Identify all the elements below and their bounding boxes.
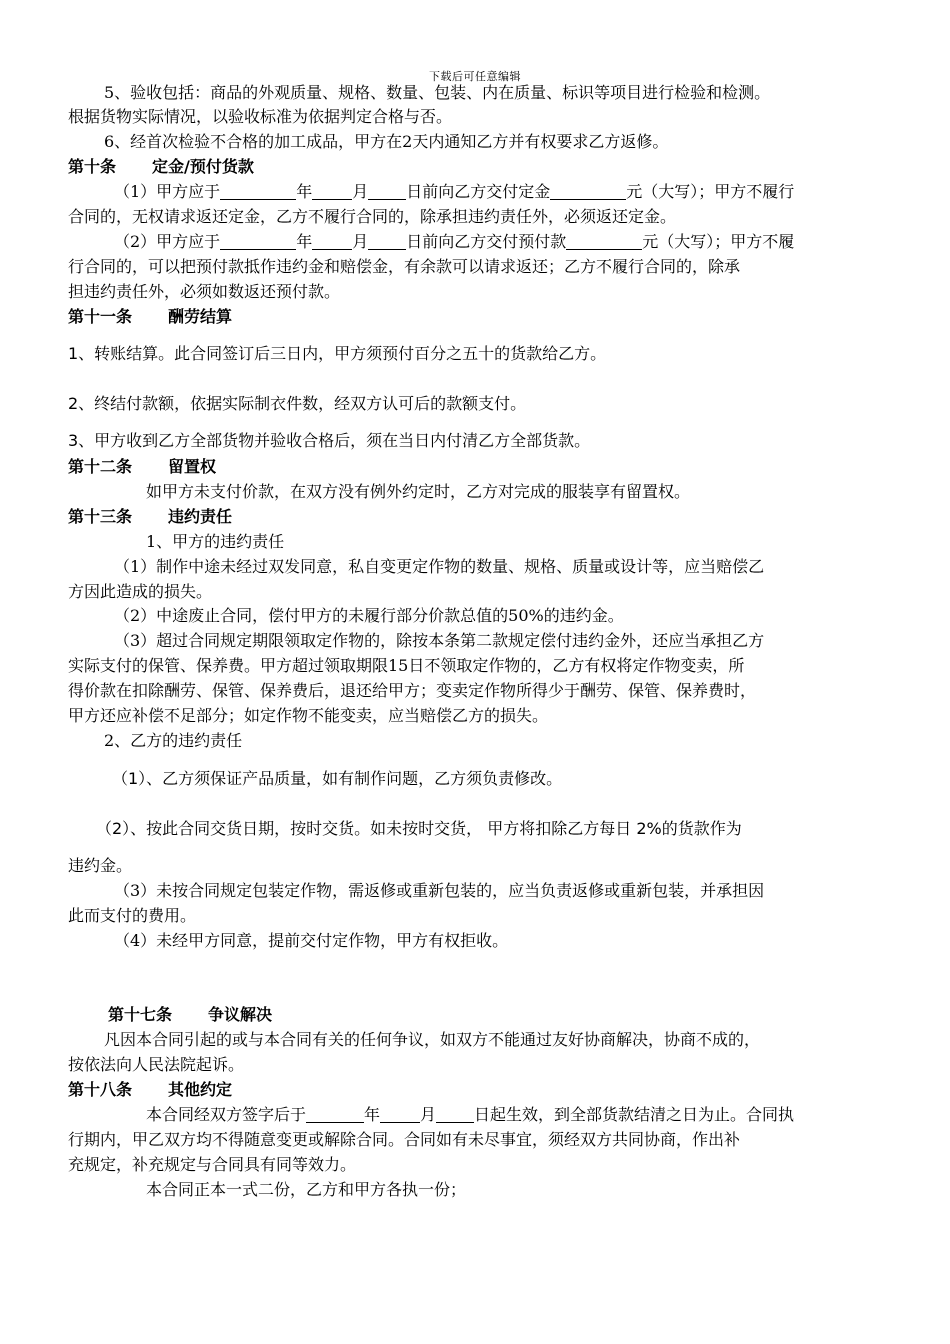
article-title: 违约责任 [168,507,233,526]
clause-text: 月 [420,1105,437,1124]
text-line: 此而支付的费用。 [68,906,197,925]
text-line: 2、终结付款额，依据实际制衣件数，经双方认可后的款额支付。 [68,394,527,413]
text-line: 违约金。 [68,856,133,875]
text-line: 行期内，甲乙双方均不得随意变更或解除合同。合同如有未尽事宜，须经双方共同协商，作出补 [68,1130,741,1149]
clause-text: 年 [364,1105,381,1124]
article-number: 第十七条 [108,1005,173,1024]
text-line: 得价款在扣除酬劳、保管、保养费后，退还给甲方；变卖定作物所得少于酬劳、保管、保养费时， [68,681,757,700]
text-line: 如甲方未支付价款，在双方没有例外约定时，乙方对完成的服装享有留置权。 [146,482,691,501]
clause-text: （2）甲方应于 [114,232,221,251]
text-line: （2）中途废止合同，偿付甲方的未履行部分价款总值的50%的违约金。 [114,606,624,625]
text-line: 根据货物实际情况，以验收标准为依据判定合格与否。 [68,107,453,126]
text-line: （4）未经甲方同意，提前交付定作物，甲方有权拒收。 [114,931,509,950]
clause-text: 日起生效，到全部货款结清之日为止。合同执 [474,1105,795,1124]
article-13-heading [68,506,888,528]
text-line: （2）、按此合同交货日期，按时交货。如未按时交货， 甲方将扣除乙方每日 2%的货款作为 [96,819,742,838]
article-title: 留置权 [168,457,217,476]
text-line: 凡因本合同引起的或与本合同有关的任何争议，如双方不能通过友好协商解决，协商不成的， [104,1030,761,1049]
text-line: （3）超过合同规定期限领取定作物的，除按本条第二款规定偿付违约金外，还应当承担乙方 [114,631,765,650]
blank-field [368,183,406,200]
article-18-heading [68,1079,888,1101]
text-line: 本合同正本一式二份，乙方和甲方各执一份； [146,1180,467,1199]
clause-text: 月 [352,182,369,201]
text-line: 行合同的，可以把预付款抵作违约金和赔偿金，有余款可以请求返还；乙方不履行合同的，除承 [68,257,741,276]
effective-clause [146,1104,950,1126]
blank-field [368,233,406,250]
prepay-clause [114,231,934,253]
clause-text: 月 [352,232,369,251]
article-title: 酬劳结算 [168,307,233,326]
article-title: 其他约定 [168,1080,233,1099]
clause-text: 日前向乙方交付预付款 [406,232,567,251]
text-line: 合同的，无权请求返还定金，乙方不履行合同的，除承担违约责任外，必须返还定金。 [68,207,677,226]
clause-text: （1）甲方应于 [114,182,221,201]
blank-field [312,233,352,250]
article-number: 第十一条 [68,307,133,326]
text-line: （1）、乙方须保证产品质量，如有制作问题，乙方须负责修改。 [112,769,563,788]
blank-field [312,183,352,200]
blank-field [306,1106,364,1123]
clause-text: 本合同经双方签字后于 [146,1105,307,1124]
text-line: 充规定，补充规定与合同具有同等效力。 [68,1155,357,1174]
clause-text: 元（大写）；甲方不履行 [626,182,795,201]
text-line: 按依法向人民法院起诉。 [68,1055,245,1074]
blank-field [550,183,626,200]
text-line: 3、甲方收到乙方全部货物并验收合格后，须在当日内付清乙方全部货款。 [68,431,591,450]
clause-text: 日前向乙方交付定金 [406,182,551,201]
article-title: 定金/预付货款 [152,157,254,176]
page-header: 下载后可任意编辑 [429,70,521,83]
text-line: 甲方还应补偿不足部分；如定作物不能变卖，应当赔偿乙方的损失。 [68,706,549,725]
article-number: 第十条 [68,157,117,176]
blank-field [220,183,296,200]
article-17-heading [108,1004,928,1026]
blank-field [436,1106,474,1123]
text-line: 方因此造成的损失。 [68,582,213,601]
text-line: 5、验收包括：商品的外观质量、规格、数量、包装、内在质量、标识等项目进行检验和检测。 [104,83,771,102]
text-line: 1、甲方的违约责任 [146,532,285,551]
article-number: 第十八条 [68,1080,133,1099]
text-line: 6、经首次检验不合格的加工成品，甲方在2天内通知乙方并有权要求乙方返修。 [104,132,669,151]
article-number: 第十三条 [68,507,133,526]
text-line: （3）未按合同规定包装定作物，需返修或重新包装的，应当负责返修或重新包装，并承担因 [114,881,765,900]
text-line: 担违约责任外，必须如数返还预付款。 [68,282,341,301]
clause-text: 元（大写）；甲方不履 [642,232,795,251]
article-11-heading [68,306,888,328]
deposit-clause [114,181,934,203]
clause-text: 年 [296,232,313,251]
text-line: 2、乙方的违约责任 [104,731,243,750]
article-number: 第十二条 [68,457,133,476]
article-12-heading [68,456,888,478]
clause-text: 年 [296,182,313,201]
blank-field [380,1106,420,1123]
article-title: 争议解决 [208,1005,273,1024]
article-10-heading [68,156,888,178]
text-line: （1）制作中途未经过双发同意，私自变更定作物的数量、规格、质量或设计等，应当赔偿乙 [114,557,765,576]
text-line: 1、转账结算。此合同签订后三日内，甲方须预付百分之五十的货款给乙方。 [68,344,607,363]
blank-field [566,233,642,250]
blank-field [220,233,296,250]
text-line: 实际支付的保管、保养费。甲方超过领取期限15日不领取定作物的，乙方有权将定作物变卖，所 [68,656,745,675]
